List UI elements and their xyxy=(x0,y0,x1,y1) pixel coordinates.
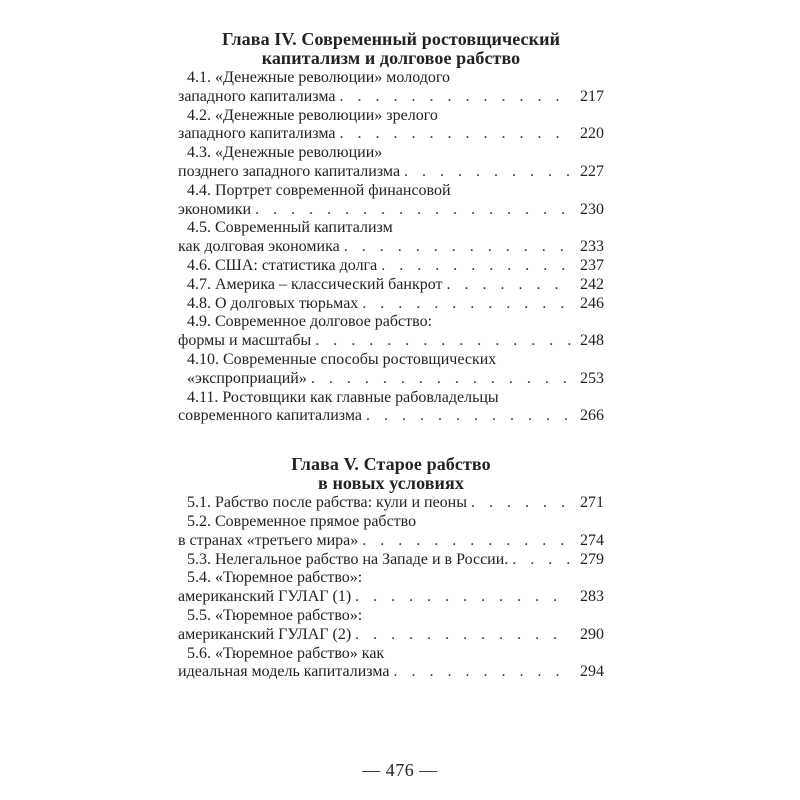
toc-entry-4-1[interactable] xyxy=(178,69,604,107)
entry-title: 5.6. «Тюремное рабство» как xyxy=(187,644,385,662)
toc-entry-4-9[interactable] xyxy=(178,313,604,351)
entry-title-continued: формы и масштабы xyxy=(178,332,312,350)
entry-page-number: 283 xyxy=(580,588,604,606)
toc-entry-4-10[interactable] xyxy=(178,351,604,389)
entry-title-continued: идеальная модель капитализма xyxy=(178,663,390,681)
dot-leader xyxy=(362,532,572,551)
entry-title: 4.3. «Денежные революции» xyxy=(187,144,383,162)
toc-entry-5-4[interactable] xyxy=(178,569,604,607)
entry-title: 5.1. Рабство после рабства: кули и пеоны xyxy=(187,494,467,512)
entry-title-continued: экономики xyxy=(178,200,252,218)
entry-page-number: 274 xyxy=(580,531,604,549)
entry-title-continued: американский ГУЛАГ (2) xyxy=(178,625,352,643)
entry-page-number: 237 xyxy=(580,256,604,274)
entry-title-continued: западного капитализма xyxy=(178,125,336,143)
entry-title-continued: как долговая экономика xyxy=(178,238,340,256)
entry-page-number: 246 xyxy=(580,294,604,312)
dot-leader xyxy=(355,626,572,645)
entry-title: 5.5. «Тюремное рабство»: xyxy=(187,606,363,624)
entry-title: 4.11. Ростовщики как главные рабовладельцы xyxy=(187,388,499,406)
entry-page-number: 230 xyxy=(580,200,604,218)
chapter-title-line: Глава IV. Современный ростовщический xyxy=(221,29,561,49)
entry-page-number: 227 xyxy=(580,162,604,180)
chapter-4-title xyxy=(178,30,604,68)
entry-title-continued: «экспроприаций» xyxy=(187,369,307,387)
dot-leader xyxy=(381,257,572,276)
toc-entry-5-2[interactable] xyxy=(178,513,604,551)
dot-leader xyxy=(362,295,572,314)
entry-page-number: 279 xyxy=(580,550,604,568)
entry-title-continued: позднего западного капитализма xyxy=(178,162,401,180)
entry-title: 5.4. «Тюремное рабство»: xyxy=(187,569,363,587)
toc-entry-5-5[interactable] xyxy=(178,607,604,645)
chapter-title-line: в новых условиях xyxy=(318,473,464,494)
toc-entry-4-8[interactable] xyxy=(178,295,604,314)
entry-page-number: 266 xyxy=(580,407,604,425)
entry-title-continued: американский ГУЛАГ (1) xyxy=(178,588,352,606)
toc-entry-4-11[interactable] xyxy=(178,389,604,427)
toc-entry-4-2[interactable] xyxy=(178,107,604,145)
entry-title: 4.7. Америка – классический банкрот xyxy=(187,275,443,293)
toc-entry-5-1[interactable] xyxy=(178,494,604,513)
entry-page-number: 242 xyxy=(580,275,604,293)
entry-title-continued: современного капитализма xyxy=(178,407,363,425)
entry-title: 4.5. Современный капитализм xyxy=(187,219,393,237)
dot-leader xyxy=(447,276,572,295)
entry-page-number: 253 xyxy=(580,369,604,387)
table-of-contents xyxy=(178,30,604,682)
dot-leader xyxy=(471,494,572,513)
chapter-5-title xyxy=(178,455,604,493)
toc-entry-4-7[interactable] xyxy=(178,276,604,295)
entry-title: 4.9. Современное долговое рабство: xyxy=(187,313,433,331)
entry-title-continued: западного капитализма xyxy=(178,87,336,105)
entry-page-number: 290 xyxy=(580,625,604,643)
entry-title: 4.8. О долговых тюрьмах xyxy=(187,294,359,312)
entry-page-number: 217 xyxy=(580,87,604,105)
entry-page-number: 248 xyxy=(580,332,604,350)
entry-title: 4.10. Современные способы ростовщических xyxy=(187,350,497,368)
dot-leader xyxy=(315,332,572,351)
toc-entry-4-6[interactable] xyxy=(178,257,604,276)
page-number: — 476 — xyxy=(362,760,438,780)
entry-title-continued: в странах «третьего мира» xyxy=(178,531,359,549)
dot-leader xyxy=(512,551,572,570)
toc-entry-4-3[interactable] xyxy=(178,144,604,182)
toc-entry-4-4[interactable] xyxy=(178,182,604,220)
dot-leader xyxy=(355,588,572,607)
entry-title: 5.2. Современное прямое рабство xyxy=(187,512,417,530)
dot-leader xyxy=(344,238,572,257)
dot-leader xyxy=(339,88,572,107)
entry-title: 4.1. «Денежные революции» молодого xyxy=(187,69,451,86)
entry-title: 4.2. «Денежные революции» зрелого xyxy=(187,106,438,124)
entry-page-number: 271 xyxy=(580,494,604,512)
entry-title: 4.6. США: статистика долга xyxy=(187,256,378,274)
chapter-title-line: капитализм и долговое рабство xyxy=(261,48,521,68)
entry-page-number: 294 xyxy=(580,663,604,681)
dot-leader xyxy=(404,163,572,182)
toc-entry-5-3[interactable] xyxy=(178,551,604,570)
entry-page-number: 233 xyxy=(580,238,604,256)
dot-leader xyxy=(393,663,572,682)
entry-title: 5.3. Нелегальное рабство на Западе и в России. xyxy=(187,550,509,568)
dot-leader xyxy=(366,407,572,426)
toc-entry-4-5[interactable] xyxy=(178,219,604,257)
dot-leader xyxy=(339,125,572,144)
toc-entry-5-6[interactable] xyxy=(178,645,604,683)
entry-title: 4.4. Портрет современной финансовой xyxy=(187,181,451,199)
entry-page-number: 220 xyxy=(580,125,604,143)
chapter-title-line: Глава V. Старое рабство xyxy=(291,454,491,475)
dot-leader xyxy=(255,201,572,220)
dot-leader xyxy=(311,370,572,389)
